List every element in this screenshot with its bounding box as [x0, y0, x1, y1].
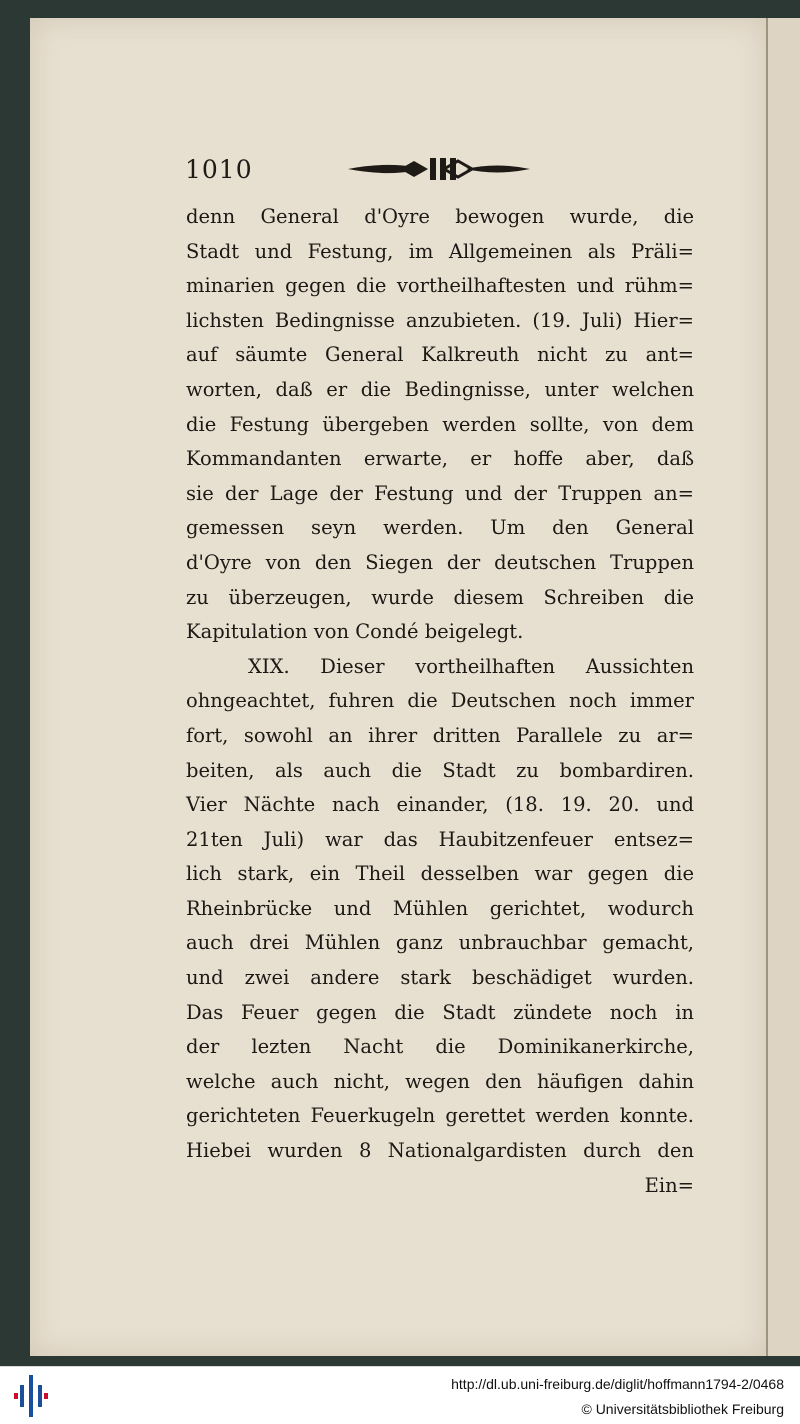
text-line: Das Feuer gegen die Stadt zündete noch in	[186, 1000, 694, 1024]
text-line: gemessen seyn werden. Um den General	[186, 516, 694, 540]
text-line: zu überzeugen, wurde diesem Schreiben die	[186, 585, 694, 609]
text-line: lich stark, ein Theil desselben war gegen die	[186, 862, 694, 886]
running-head	[182, 150, 702, 190]
text-line: worten, daß er die Bedingnisse, unter welchen	[186, 377, 694, 401]
text-line: Kapitulation von Condé beigelegt.	[186, 620, 524, 644]
text-line: ohngeachtet, fuhren die Deutschen noch immer	[186, 689, 694, 713]
text-line: und zwei andere stark beschädiget wurden.	[186, 966, 694, 990]
text-line: denn General d'Oyre bewogen wurde, die	[186, 205, 694, 228]
permalink-url[interactable]: http://dl.ub.uni-freiburg.de/diglit/hoffmann1794-2/0468	[451, 1376, 784, 1392]
text-line: Stadt und Festung, im Allgemeinen als Präli=	[186, 239, 694, 263]
text-line: Kommandanten erwarte, er hoffe aber, daß	[186, 447, 694, 471]
text-line: Hiebei wurden 8 Nationalgardisten durch den	[186, 1139, 694, 1163]
text-line: auch drei Mühlen ganz unbrauchbar gemacht,	[186, 931, 694, 955]
text-line: 21ten Juli) war das Haubitzenfeuer entsez=	[186, 827, 694, 851]
text-line: beiten, als auch die Stadt zu bombardiren.	[186, 758, 694, 782]
text-line: der lezten Nacht die Dominikanerkirche,	[186, 1035, 694, 1059]
text-line: fort, sowohl an ihrer dritten Parallele zu ar=	[186, 723, 694, 747]
catchword: Ein=	[644, 1173, 694, 1197]
body-text	[186, 200, 694, 1203]
page-number: 1010	[185, 155, 253, 184]
text-line: auf säumte General Kalkreuth nicht zu ant=	[186, 343, 694, 367]
text-line: lichsten Bedingnisse anzubieten. (19. Juli) Hier=	[186, 308, 694, 332]
text-line: Rheinbrücke und Mühlen gerichtet, wodurch	[186, 896, 694, 920]
ub-freiburg-logo-icon[interactable]	[14, 1375, 48, 1417]
text-line: gerichteten Feuerkugeln gerettet werden konnte.	[186, 1104, 694, 1128]
section-heading-line: XIX. Dieser vortheilhaften Aussichten	[248, 654, 694, 678]
text-line: minarien gegen die vortheilhaftesten und rühm=	[186, 274, 694, 298]
ornament-rule-icon	[344, 152, 534, 186]
text-line: welche auch nicht, wegen den häufigen dahin	[186, 1069, 694, 1093]
text-line: d'Oyre von den Siegen der deutschen Truppen	[186, 550, 694, 574]
text-line: Vier Nächte nach einander, (18. 19. 20. und	[186, 793, 694, 817]
viewer-footer	[0, 1366, 800, 1424]
text-line: die Festung übergeben werden sollte, von dem	[186, 412, 694, 436]
next-page-edge	[766, 18, 800, 1356]
copyright-notice: © Universitätsbibliothek Freiburg	[581, 1401, 784, 1417]
text-line: sie der Lage der Festung und der Truppen an=	[186, 481, 694, 505]
